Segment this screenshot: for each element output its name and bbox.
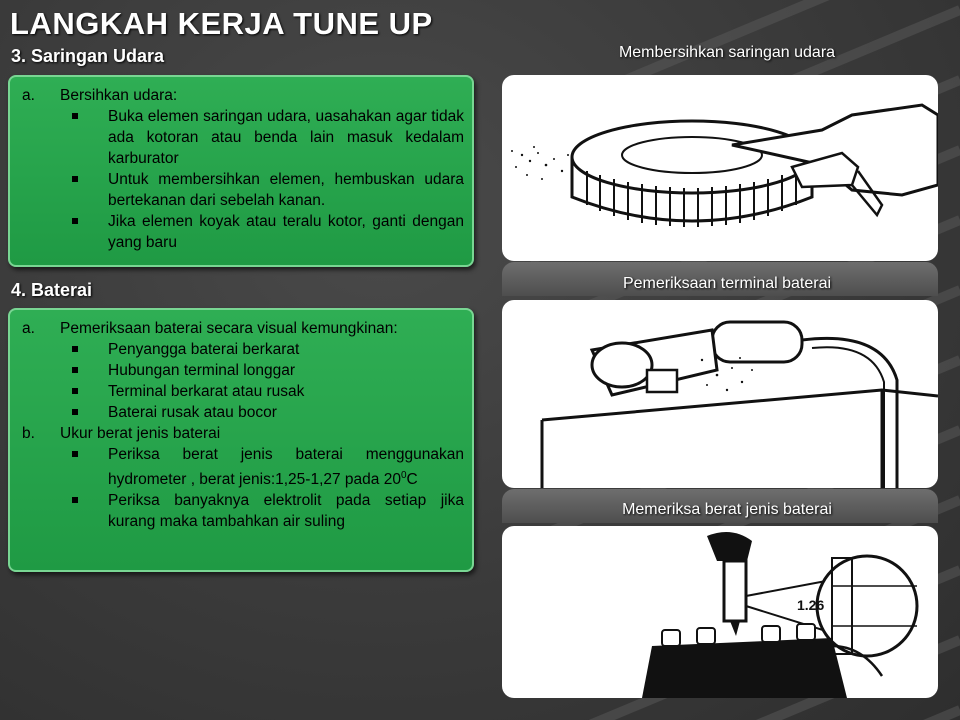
section-3-box (8, 75, 474, 267)
item-b-label: Ukur berat jenis baterai (60, 425, 221, 442)
air-filter-image (502, 75, 938, 261)
bullet-icon (70, 360, 108, 381)
section-3-heading: 3. Saringan Udara (11, 46, 165, 66)
caption-terminal: Pemeriksaan terminal baterai (622, 275, 832, 292)
bullet-icon (70, 490, 108, 532)
hydrometer-reading: 1.26 (797, 597, 825, 613)
bullet-item: Buka elemen saringan udara, uasahakan agar tidak ada kotoran atau benda lain masuk kedalam karburator (22, 106, 464, 169)
item-b-mark: b. (22, 425, 35, 442)
air-filter-illustration (502, 75, 938, 261)
caption-air-filter: Membersihkan saringan udara (618, 44, 836, 61)
bullet-icon (70, 444, 108, 490)
bullet-icon (70, 339, 108, 360)
bullet-icon (70, 106, 108, 169)
bullet-item: Jika elemen koyak atau teralu kotor, ganti dengan yang baru (22, 211, 464, 253)
bullet-item: Terminal berkarat atau rusak (22, 381, 464, 402)
item-b (22, 423, 464, 444)
item-a-mark: a. (22, 320, 35, 337)
bullet-item: Baterai rusak atau bocor (22, 402, 464, 423)
item-a (22, 318, 464, 339)
slide-title: LANGKAH KERJA TUNE UP (10, 6, 433, 41)
section-4-heading: 4. Baterai (11, 280, 93, 300)
bullet-item: Periksa berat jenis baterai menggunakan hydrometer , berat jenis:1,25-1,27 pada $20^0C$ (22, 444, 464, 490)
bullet-icon (70, 381, 108, 402)
section-4-box (8, 308, 474, 572)
bullet-item: Hubungan terminal longgar (22, 360, 464, 381)
item-a-label: Pemeriksaan baterai secara visual kemungkinan: (60, 320, 398, 337)
hydrometer-illustration (502, 526, 938, 698)
bullet-item: Periksa banyaknya elektrolit pada setiap jika kurang maka tambahkan air suling (22, 490, 464, 532)
caption-gravity: Memeriksa berat jenis baterai (622, 501, 832, 518)
battery-terminal-illustration (502, 300, 938, 488)
bullet-item: Untuk membersihkan elemen, hembuskan udara bertekanan dari sebelah kanan. (22, 169, 464, 211)
bullet-icon (70, 402, 108, 423)
item-a-label: Bersihkan udara: (60, 87, 178, 104)
bullet-icon (70, 169, 108, 211)
battery-terminal-image (502, 300, 938, 488)
hydrometer-image (502, 526, 938, 698)
bullet-icon (70, 211, 108, 253)
item-a (22, 85, 464, 106)
bullet-item: Penyangga baterai berkarat (22, 339, 464, 360)
item-a-mark: a. (22, 87, 35, 104)
